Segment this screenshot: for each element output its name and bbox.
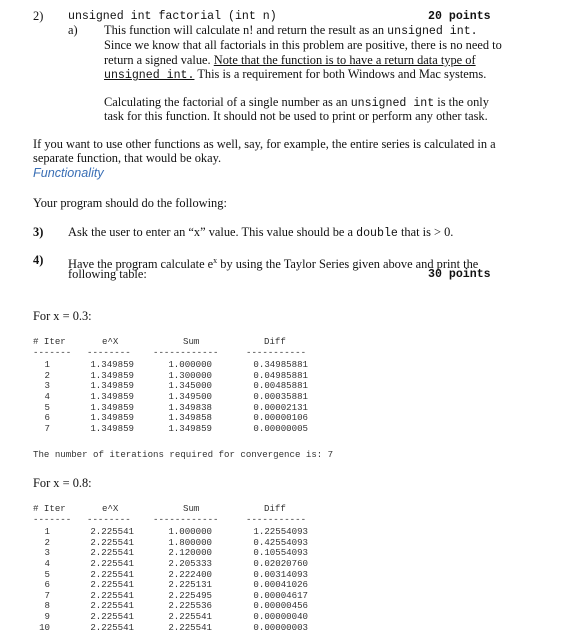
- text: by using the Taylor Series given above and print the: [217, 257, 479, 272]
- paragraph-line: Your program should do the following:: [33, 196, 227, 210]
- points-badge: 20 points: [428, 10, 491, 23]
- paragraph-line: task for this function. It should not be used to print or perform any other task.: [104, 109, 488, 123]
- table-cell: 1.349859: [168, 422, 212, 434]
- table-cell: 1.349859: [90, 369, 134, 381]
- table-cell: 1.349859: [90, 380, 134, 392]
- table-cell: 2: [44, 369, 50, 381]
- table-cell: 8: [44, 600, 50, 612]
- table-divider: --------: [87, 513, 131, 525]
- table-header: e^X: [102, 503, 119, 514]
- output-table-2: [0, 504, 572, 644]
- table-cell: 0.00000040: [253, 611, 308, 622]
- table-cell: 1.349500: [168, 391, 212, 402]
- text: that is > 0.: [397, 225, 454, 239]
- table-cell: 3: [44, 380, 50, 392]
- table-cell: 0.10554093: [253, 547, 308, 559]
- table-cell: 3: [44, 547, 50, 559]
- text: Ask the user to enter an “x” value. This value should be a: [68, 225, 357, 239]
- underlined-note: Note that the function is to have a return data type of: [213, 53, 476, 67]
- code-text: double: [356, 227, 398, 240]
- table-divider: ------------: [153, 346, 219, 358]
- table-divider: -------: [33, 346, 72, 358]
- table-cell: 0.00041026: [253, 579, 308, 591]
- table-cell: 2.222400: [168, 568, 212, 580]
- question-number: 2): [33, 9, 44, 23]
- table-cell: 1: [44, 526, 50, 538]
- table-header: Sum: [183, 503, 200, 514]
- sub-item-label: a): [68, 23, 78, 37]
- table-cell: 2.225541: [90, 579, 134, 591]
- paragraph-line: Since we know that all factorials in this problem are positive, there is no need to: [104, 38, 502, 52]
- table-cell: 2.225495: [168, 589, 212, 601]
- table-cell: 0.00485881: [253, 380, 308, 392]
- table-cell: 10: [39, 621, 50, 633]
- text: Have the program calculate e: [68, 257, 214, 272]
- table-cell: 9: [44, 611, 50, 622]
- table-cell: 2.205333: [168, 558, 212, 569]
- table-cell: 6: [44, 412, 50, 424]
- text: return a signed value.: [104, 53, 214, 67]
- table-cell: 0.00035881: [253, 391, 308, 402]
- table-cell: 1.22554093: [253, 526, 308, 538]
- table-header: e^X: [102, 336, 119, 347]
- table-header: Diff: [264, 503, 286, 514]
- table-cell: 2: [44, 536, 50, 548]
- paragraph-line: [104, 53, 476, 68]
- table-divider: -----------: [246, 346, 307, 358]
- paragraph-line: [104, 67, 486, 83]
- section-heading: Functionality: [33, 166, 104, 180]
- step-number: 4): [33, 253, 44, 267]
- table-cell: 1.345000: [168, 380, 212, 392]
- table-cell: 1.349859: [90, 412, 134, 424]
- table-cell: 2.120000: [168, 547, 212, 559]
- table-cell: 2.225541: [90, 589, 134, 601]
- table-cell: 6: [44, 579, 50, 591]
- paragraph-line: separate function, that would be okay.: [33, 151, 222, 165]
- table-header: Diff: [264, 336, 286, 347]
- table-cell: 2.225541: [90, 558, 134, 569]
- table-cell: 1.800000: [168, 536, 212, 548]
- code-text: unsigned int: [350, 97, 435, 110]
- text: This function will calculate n! and return the result as an: [104, 23, 388, 37]
- table-header: # Iter: [33, 503, 66, 514]
- table-cell: 2.225541: [168, 611, 212, 622]
- table-cell: 1.000000: [168, 359, 212, 371]
- table-cell: 2.225541: [90, 621, 134, 633]
- table-cell: 7: [44, 589, 50, 601]
- table-cell: 2.225536: [168, 600, 212, 612]
- table-cell: 1.349859: [90, 391, 134, 402]
- text: is the only: [434, 95, 489, 109]
- table-cell: 2.225131: [168, 579, 212, 591]
- table-cell: 2.225541: [168, 621, 212, 633]
- table-cell: 1: [44, 359, 50, 371]
- table-cell: 4: [44, 558, 50, 569]
- table-cell: 0.00002131: [253, 401, 308, 413]
- table-cell: 2.225541: [90, 547, 134, 559]
- table-cell: 0.04985881: [253, 369, 308, 381]
- table-cell: 0.00314093: [253, 568, 308, 580]
- table-cell: 5: [44, 568, 50, 580]
- table-cell: 2.225541: [90, 536, 134, 548]
- table-divider: --------: [87, 346, 131, 358]
- text: Calculating the factorial of a single number as an: [104, 95, 351, 109]
- table-cell: 1.000000: [168, 526, 212, 538]
- table-label: For x = 0.3:: [33, 309, 92, 323]
- table-cell: 1.349859: [90, 401, 134, 413]
- table-cell: 0.00000106: [253, 412, 308, 424]
- table-cell: 2.225541: [90, 568, 134, 580]
- table-divider: -----------: [246, 513, 307, 525]
- table-divider: ------------: [153, 513, 219, 525]
- paragraph-line: [68, 225, 453, 241]
- table-cell: 0.02020760: [253, 558, 308, 569]
- output-table-1: [0, 337, 572, 447]
- table-cell: 0.00000005: [253, 422, 308, 434]
- table-cell: 0.00000456: [253, 600, 308, 612]
- table-cell: 0.00004617: [253, 589, 308, 601]
- code-text: unsigned int.: [104, 69, 195, 82]
- table-header: Sum: [183, 336, 200, 347]
- table-header: # Iter: [33, 336, 66, 347]
- table-cell: 0.00000003: [253, 621, 308, 633]
- table-cell: 5: [44, 401, 50, 413]
- points-badge: 30 points: [428, 268, 491, 281]
- convergence-text: The number of iterations required for convergence is: 7: [33, 449, 334, 460]
- text: This is a requirement for both Windows and Mac systems.: [194, 67, 487, 81]
- table-label: For x = 0.8:: [33, 476, 92, 490]
- table-cell: 1.349859: [90, 422, 134, 434]
- paragraph-line: following table:: [68, 267, 147, 281]
- table-cell: 1.349859: [90, 359, 134, 371]
- superscript: x: [213, 256, 218, 265]
- table-cell: 2.225541: [90, 600, 134, 612]
- table-cell: 0.34985881: [253, 359, 308, 371]
- table-cell: 2.225541: [90, 526, 134, 538]
- table-cell: 0.42554093: [253, 536, 308, 548]
- table-cell: 1.300000: [168, 369, 212, 381]
- table-cell: 1.349838: [168, 401, 212, 413]
- code-text: unsigned int.: [387, 25, 478, 38]
- step-number: 3): [33, 225, 44, 239]
- table-cell: 4: [44, 391, 50, 402]
- function-signature: unsigned int factorial (int n): [68, 10, 277, 23]
- table-cell: 2.225541: [90, 611, 134, 622]
- paragraph-line: If you want to use other functions as well, say, for example, the entire series is calculated in a: [33, 137, 496, 151]
- paragraph-line: [104, 23, 478, 39]
- table-cell: 1.349858: [168, 412, 212, 424]
- table-cell: 7: [44, 422, 50, 434]
- table-divider: -------: [33, 513, 72, 525]
